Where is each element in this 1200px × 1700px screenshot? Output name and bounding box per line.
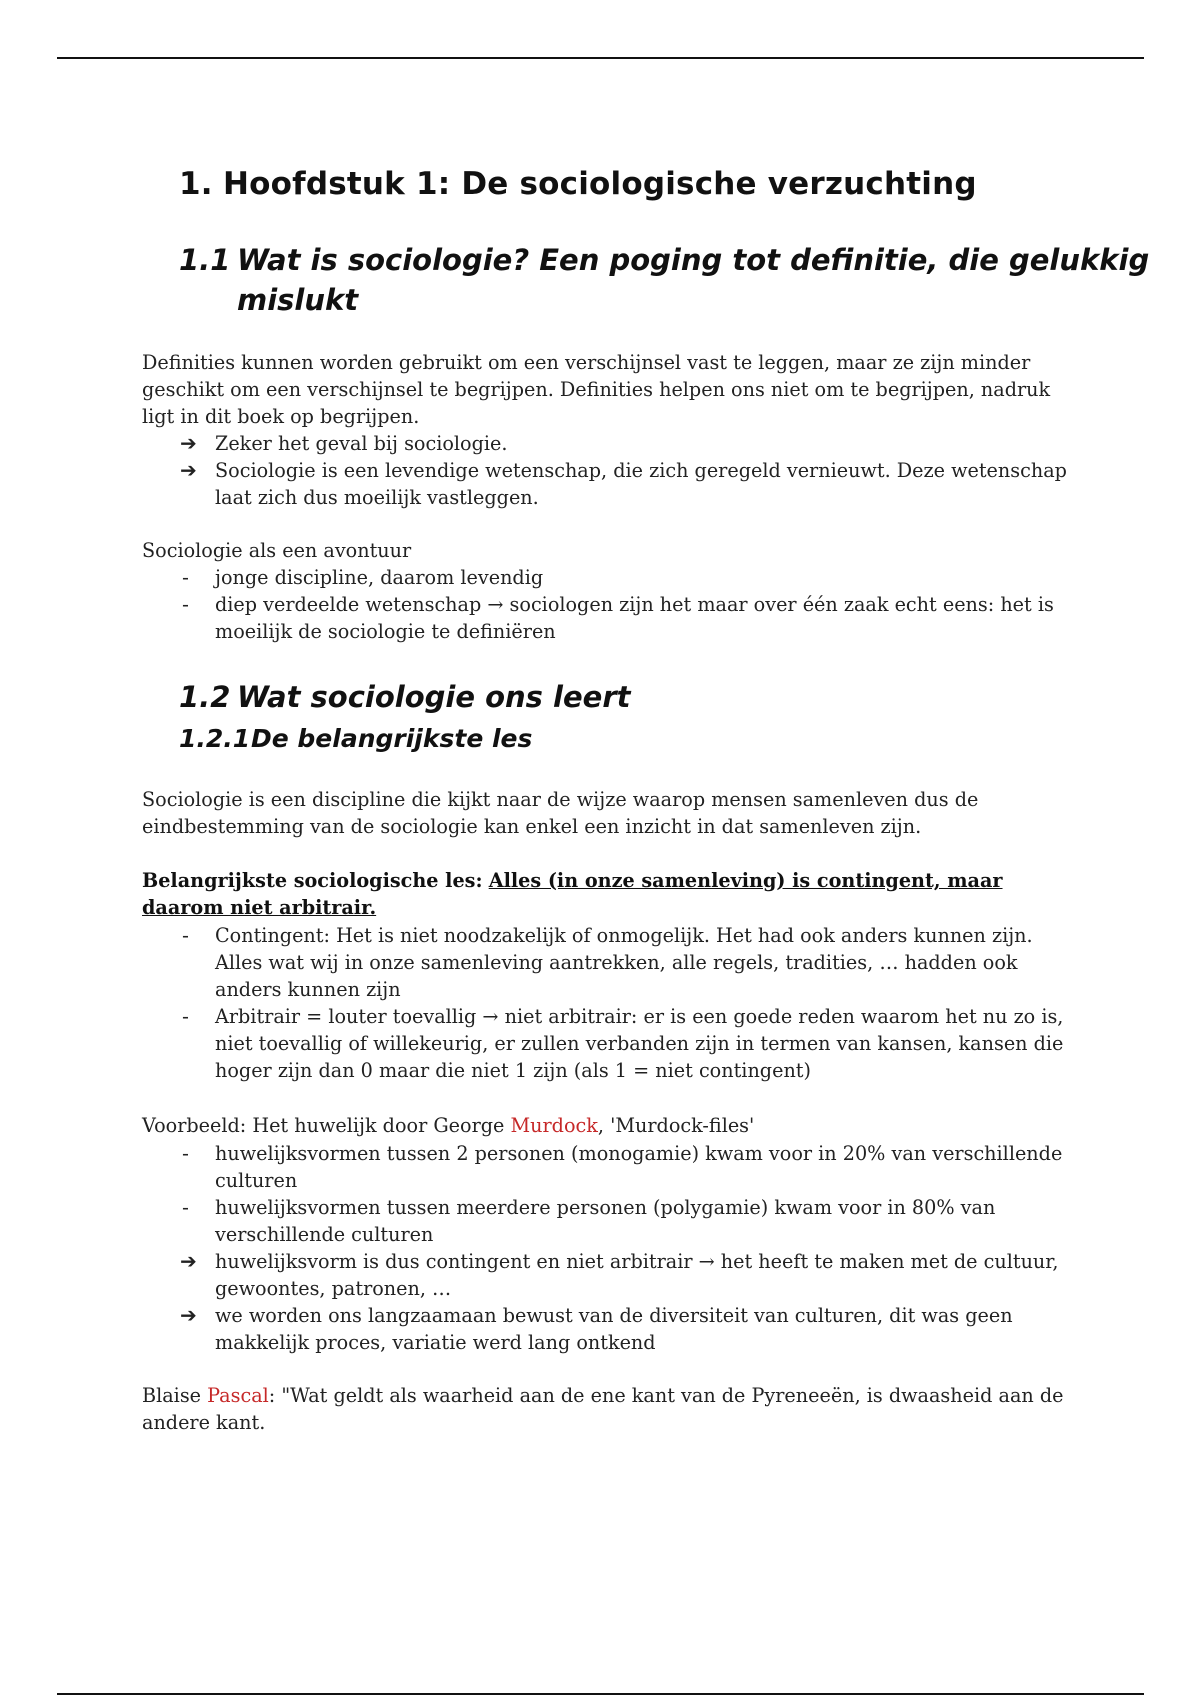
dash-bullet: - [182, 1196, 189, 1219]
arrow-icon: ➔ [180, 1303, 197, 1327]
chapter-number: 1. [179, 166, 213, 202]
dash-bullet: - [182, 566, 189, 589]
arrow-icon: ➔ [180, 458, 197, 482]
adventure-list [180, 564, 1080, 645]
section-1-2-number: 1.2 [179, 680, 231, 714]
definitions-paragraph: Definities kunnen worden gebruikt om een verschijnsel vast te leggen, maar ze zijn minder geschikt om een verschijnsel te begrijpen. Definities helpen ons niet om te begrijpen, nadruk ligt in dit boek op begrijpen. [142, 351, 1051, 428]
list-item: ➔ Zeker het geval bij sociologie. [180, 431, 508, 455]
subsection-1-2-1-heading [179, 724, 532, 753]
section-1-1-heading [179, 240, 1149, 320]
section-1-2-title: Wat sociologie ons leert [237, 680, 631, 714]
list-item: ➔ we worden ons langzaamaan bewust van de diversiteit van culturen, dit was geen makkelijk proces, variatie werd lang ontkend [180, 1303, 1013, 1354]
chapter-heading [179, 166, 977, 202]
arrow-icon: ➔ [180, 1249, 197, 1273]
subsection-number: 1.2.1 [179, 724, 251, 753]
section-1-1-title-line2: mislukt [237, 283, 359, 317]
lesson-list [180, 922, 1080, 1084]
dash-bullet: - [182, 1142, 189, 1165]
footer-rule [57, 1693, 1144, 1695]
lesson-label: Belangrijkste sociologische les: [142, 869, 483, 892]
list-item: - Contingent: Het is niet noodzakelijk of onmogelijk. Het had ook anders kunnen zijn. Alles wat wij in onze samenleving aantrekken, alle regels, tradities, … hadden ook anders kunnen zijn [182, 924, 1033, 1001]
example-list [180, 1140, 1080, 1356]
dash-bullet: - [182, 924, 189, 947]
header-rule [57, 57, 1144, 59]
list-item: - jonge discipline, daarom levendig [182, 566, 544, 589]
adventure-title: Sociologie als een avontuur [142, 539, 412, 562]
list-item: - huwelijksvormen tussen 2 personen (monogamie) kwam voor in 20% van verschillende culturen [182, 1142, 1063, 1192]
list-item: - Arbitrair = louter toevallig → niet arbitrair: er is een goede reden waarom het nu zo is, niet toevallig of willekeurig, er zullen verbanden zijn in termen van kansen, kansen die hoger zijn dan 0 maar die niet 1 zijn (als 1 = niet contingent) [182, 1005, 1064, 1082]
definitions-arrow-list [180, 430, 1080, 511]
list-item: - huwelijksvormen tussen meerdere personen (polygamie) kwam voor in 80% van verschillende culturen [182, 1196, 996, 1246]
example-paragraph: Voorbeeld: Het huwelijk door George Murdock, 'Murdock-files' [142, 1114, 755, 1137]
pascal-quote: Blaise Pascal: "Wat geldt als waarheid aan de ene kant van de Pyreneeën, is dwaasheid aan de andere kant. [142, 1384, 1064, 1434]
lesson-paragraph [142, 867, 1072, 921]
dash-bullet: - [182, 593, 189, 616]
subsection-title: De belangrijkste les [251, 724, 533, 753]
murdock-name: Murdock [510, 1114, 598, 1137]
list-item: ➔ Sociologie is een levendige wetenschap, die zich geregeld vernieuwt. Deze wetenschap laat zich dus moeilijk vastleggen. [180, 458, 1067, 509]
section-1-1-number: 1.1 [179, 243, 231, 277]
arrow-icon: ➔ [180, 431, 197, 455]
chapter-title: Hoofdstuk 1: De sociologische verzuchting [223, 166, 977, 202]
list-item: ➔ huwelijksvorm is dus contingent en niet arbitrair → het heeft te maken met de cultuur, gewoontes, patronen, … [180, 1249, 1059, 1300]
list-item: - diep verdeelde wetenschap → sociologen zijn het maar over één zaak echt eens: het is moeilijk de sociologie te definiëren [182, 593, 1054, 643]
dash-bullet: - [182, 1005, 189, 1028]
lesson-statement: Alles (in onze samenleving) is contingent, maar daarom niet arbitrair. [142, 869, 1003, 919]
sociology-discipline-paragraph: Sociologie is een discipline die kijkt naar de wijze waarop mensen samenleven dus de eindbestemming van de sociologie kan enkel een inzicht in dat samenleven zijn. [142, 788, 979, 838]
section-1-2-heading [179, 677, 630, 717]
pascal-name: Pascal [207, 1384, 269, 1407]
section-1-1-title-line1: Wat is sociologie? Een poging tot definitie, die gelukkig [237, 243, 1150, 277]
